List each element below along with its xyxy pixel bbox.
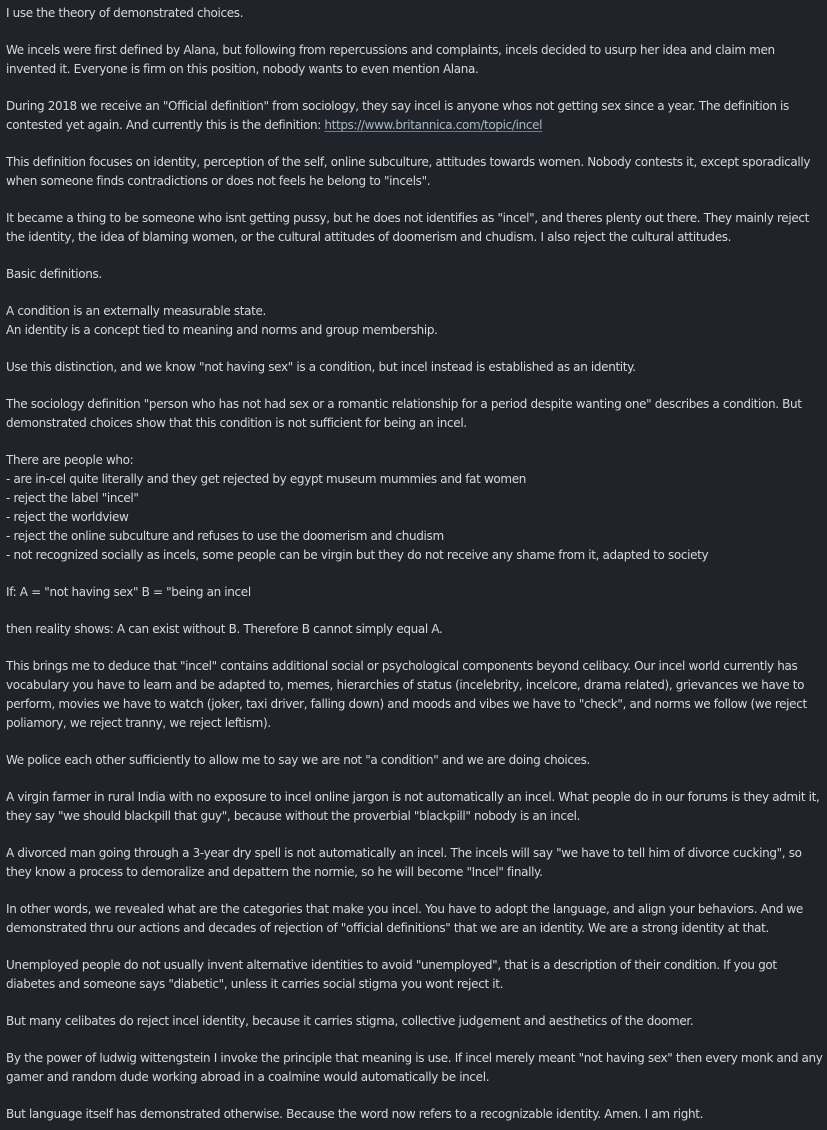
britannica-link[interactable]: https://www.britannica.com/topic/incel — [324, 118, 543, 132]
paragraph-official-definition — [6, 97, 823, 135]
paragraph-alana: We incels were first defined by Alana, but following from repercussions and complaints, incels decided to usurp her idea and claim men invented it. Everyone is firm on this position, nobody wants to even mention Alana. — [6, 43, 775, 76]
people-list — [6, 451, 823, 565]
list-item: - reject the worldview — [6, 510, 129, 524]
list-item: - not recognized socially as incels, some people can be virgin but they do not receive any shame from it, adapted to society — [6, 548, 709, 562]
people-list-intro: There are people who: — [6, 453, 134, 467]
paragraph-conclusion: But language itself has demonstrated otherwise. Because the word now refers to a recognizable identity. Amen. I am right. — [6, 1107, 704, 1121]
paragraph-policing: We police each other sufficiently to allow me to say we are not "a condition" and we are doing choices. — [6, 753, 590, 767]
list-item: - are in-cel quite literally and they get rejected by egypt museum mummies and fat women — [6, 472, 527, 486]
official-definition-text: During 2018 we receive an "Official definition" from sociology, they say incel is anyone whos not getting sex since a year. The definition is contested yet again. And currently this is the definition: — [6, 99, 789, 132]
paragraph-divorced-man: A divorced man going through a 3-year dry spell is not automatically an incel. The incels will say "we have to tell him of divorce cucking", so they know a process to demoralize and depattern the normie, so he will become "Incel" finally. — [6, 846, 802, 879]
paragraph-if-statement: If: A = "not having sex" B = "being an incel — [6, 585, 251, 599]
paragraph-virgin-farmer: A virgin farmer in rural India with no exposure to incel online jargon is not automatically an incel. What people do in our forums is they admit it, they say "we should blackpill that guy", because without the proverbial "blackpill" nobody is an incel. — [6, 790, 820, 823]
paragraph-unemployed: Unemployed people do not usually invent alternative identities to avoid "unemployed", that is a description of their condition. If you got diabetes and someone says "diabetic", unless it carries social stigma you wont reject it. — [6, 958, 777, 991]
paragraph-basic-definitions-heading: Basic definitions. — [6, 267, 102, 281]
list-item: - reject the online subculture and refuses to use the doomerism and chudism — [6, 529, 444, 543]
paragraph-definition-focus: This definition focuses on identity, perception of the self, online subculture, attitudes towards women. Nobody contests it, except sporadically when someone finds contradictions or does not feels he belong to "incels". — [6, 155, 811, 188]
paragraph-reality-shows: then reality shows: A can exist without B. Therefore B cannot simply equal A. — [6, 622, 443, 636]
identity-definition: An identity is a concept tied to meaning and norms and group membership. — [6, 323, 438, 337]
paragraph-other-words: In other words, we revealed what are the categories that make you incel. You have to adopt the language, and align your behaviors. And we demonstrated thru our actions and decades of rejection of "official definitions" that we are an identity. We are a strong identity at that. — [6, 902, 803, 935]
paragraph-distinction: Use this distinction, and we know "not having sex" is a condition, but incel instead is established as an identity. — [6, 360, 636, 374]
paragraph-deduction: This brings me to deduce that "incel" contains additional social or psychological components beyond celibacy. Our incel world currently has vocabulary you have to learn and be adapted to, memes, hierarchies of status (incelebrity, incelcore, drama related), grievances we have to perform, movies we have to watch (joker, taxi driver, falling down) and moods and vibes we have to "check", and norms we follow (we reject poliamory, we reject tranny, we reject leftism). — [6, 659, 807, 730]
list-item: - reject the label "incel" — [6, 491, 139, 505]
paragraph-sociology-definition: The sociology definition "person who has not had sex or a romantic relationship for a period despite wanting one" describes a condition. But demonstrated choices show that this condition is not sufficient for being an incel. — [6, 397, 802, 430]
paragraph-wittgenstein: By the power of ludwig wittengstein I invoke the principle that meaning is use. If incel merely meant "not having sex" then every monk and any gamer and random dude working abroad in a coalmine would automatically be incel. — [6, 1051, 823, 1084]
condition-definition: A condition is an externally measurable state. — [6, 304, 266, 318]
paragraph-intro: I use the theory of demonstrated choices. — [6, 6, 244, 20]
paragraph-non-identifying: It became a thing to be someone who isnt getting pussy, but he does not identifies as "incel", and theres plenty out there. They mainly reject the identity, the idea of blaming women, or the cultural attitudes of doomerism and chudism. I also reject the cultural attitudes. — [6, 211, 809, 244]
paragraph-celibates: But many celibates do reject incel identity, because it carries stigma, collective judgement and aesthetics of the doomer. — [6, 1014, 694, 1028]
paragraph-definitions — [6, 302, 823, 340]
